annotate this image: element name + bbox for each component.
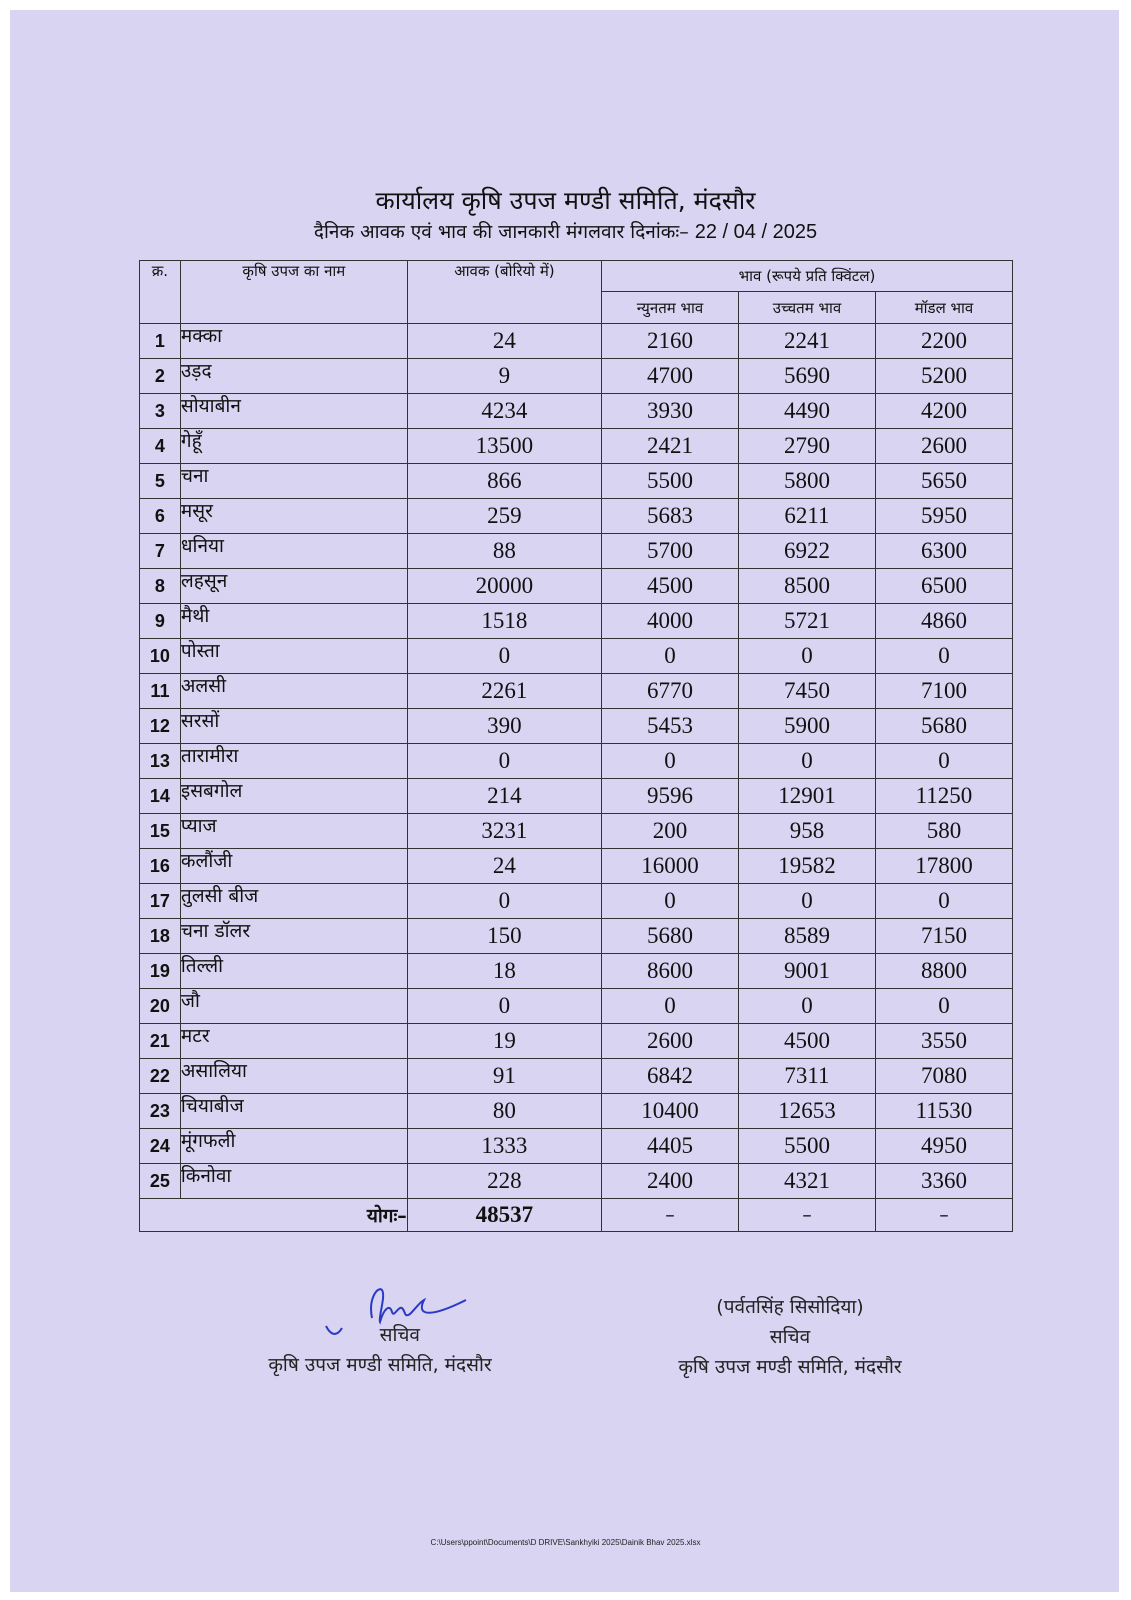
min-price: 9596 <box>602 779 739 814</box>
max-price: 4490 <box>739 394 876 429</box>
max-price: 2790 <box>739 429 876 464</box>
modal-price: 3360 <box>875 1164 1012 1199</box>
table-row <box>140 1059 1013 1094</box>
signature-block-right <box>640 1292 940 1382</box>
max-price: 2241 <box>739 324 876 359</box>
table-row <box>140 744 1013 779</box>
crop-name: अलसी <box>180 674 407 709</box>
arrival: 1518 <box>407 604 601 639</box>
signature-right-org: कृषि उपज मण्डी समिति, मंदसौर <box>678 1356 902 1378</box>
min-price: 3930 <box>602 394 739 429</box>
arrival: 0 <box>407 639 601 674</box>
arrival: 24 <box>407 324 601 359</box>
arrival: 0 <box>407 884 601 919</box>
table-row <box>140 989 1013 1024</box>
header-crop-name: कृषि उपज का नाम <box>180 261 407 324</box>
row-sr: 9 <box>140 604 181 639</box>
table-row <box>140 919 1013 954</box>
min-price: 16000 <box>602 849 739 884</box>
crop-name: किनोवा <box>180 1164 407 1199</box>
min-price: 6842 <box>602 1059 739 1094</box>
modal-price: 0 <box>875 989 1012 1024</box>
max-price: 7311 <box>739 1059 876 1094</box>
min-price: 4405 <box>602 1129 739 1164</box>
header-min-price: न्युनतम भाव <box>602 292 739 324</box>
table-row <box>140 814 1013 849</box>
max-price: 0 <box>739 639 876 674</box>
modal-price: 5950 <box>875 499 1012 534</box>
table-row <box>140 849 1013 884</box>
report-subtitle <box>0 218 1131 246</box>
table-row <box>140 1164 1013 1199</box>
min-price: 5700 <box>602 534 739 569</box>
row-sr: 16 <box>140 849 181 884</box>
crop-name: प्याज <box>180 814 407 849</box>
signatory-name: (पर्वतसिंह सिसोदिया) <box>716 1296 864 1318</box>
min-price: 6770 <box>602 674 739 709</box>
crop-name: लहसून <box>180 569 407 604</box>
row-sr: 19 <box>140 954 181 989</box>
crop-name: सोयाबीन <box>180 394 407 429</box>
table-row <box>140 954 1013 989</box>
max-price: 0 <box>739 884 876 919</box>
subtitle-text: दैनिक आवक एवं भाव की जानकारी मंगलवार दिनांकः– <box>313 221 689 243</box>
crop-name: तुलसी बीज <box>180 884 407 919</box>
crop-name: मक्का <box>180 324 407 359</box>
arrival: 88 <box>407 534 601 569</box>
modal-price: 5650 <box>875 464 1012 499</box>
crop-name: तारामीरा <box>180 744 407 779</box>
max-price: 5800 <box>739 464 876 499</box>
max-price: 0 <box>739 989 876 1024</box>
max-price: 4321 <box>739 1164 876 1199</box>
table-row <box>140 779 1013 814</box>
min-price: 8600 <box>602 954 739 989</box>
arrival: 0 <box>407 744 601 779</box>
report-date: 22 / 04 / 2025 <box>694 221 818 243</box>
table-row <box>140 604 1013 639</box>
header-price-group: भाव (रूपये प्रति क्विंटल) <box>602 261 1013 292</box>
max-price: 12901 <box>739 779 876 814</box>
row-sr: 5 <box>140 464 181 499</box>
max-price: 0 <box>739 744 876 779</box>
crop-name: मैथी <box>180 604 407 639</box>
max-price: 5500 <box>739 1129 876 1164</box>
arrival: 13500 <box>407 429 601 464</box>
row-sr: 24 <box>140 1129 181 1164</box>
row-sr: 12 <box>140 709 181 744</box>
total-min-dash: – <box>602 1199 739 1232</box>
arrival: 4234 <box>407 394 601 429</box>
crop-name: इसबगोल <box>180 779 407 814</box>
row-sr: 23 <box>140 1094 181 1129</box>
modal-price: 6500 <box>875 569 1012 604</box>
modal-price: 2200 <box>875 324 1012 359</box>
min-price: 4500 <box>602 569 739 604</box>
signature-block-left <box>230 1280 530 1380</box>
modal-price: 4200 <box>875 394 1012 429</box>
arrival: 24 <box>407 849 601 884</box>
row-sr: 14 <box>140 779 181 814</box>
min-price: 5453 <box>602 709 739 744</box>
table-row <box>140 429 1013 464</box>
max-price: 958 <box>739 814 876 849</box>
min-price: 2400 <box>602 1164 739 1199</box>
crop-name: तिल्ली <box>180 954 407 989</box>
row-sr: 15 <box>140 814 181 849</box>
modal-price: 11530 <box>875 1094 1012 1129</box>
crop-name: कलौंजी <box>180 849 407 884</box>
arrival: 0 <box>407 989 601 1024</box>
total-label: योगः– <box>140 1199 408 1232</box>
crop-name: पोस्ता <box>180 639 407 674</box>
min-price: 2421 <box>602 429 739 464</box>
crop-name: जौ <box>180 989 407 1024</box>
table-row <box>140 394 1013 429</box>
crop-name: सरसों <box>180 709 407 744</box>
total-row <box>140 1199 1013 1232</box>
modal-price: 2600 <box>875 429 1012 464</box>
table-body <box>140 324 1013 1199</box>
table-row <box>140 359 1013 394</box>
modal-price: 7100 <box>875 674 1012 709</box>
arrival: 150 <box>407 919 601 954</box>
row-sr: 7 <box>140 534 181 569</box>
max-price: 19582 <box>739 849 876 884</box>
row-sr: 6 <box>140 499 181 534</box>
row-sr: 10 <box>140 639 181 674</box>
modal-price: 7150 <box>875 919 1012 954</box>
arrival: 2261 <box>407 674 601 709</box>
arrival: 19 <box>407 1024 601 1059</box>
modal-price: 4860 <box>875 604 1012 639</box>
arrival: 91 <box>407 1059 601 1094</box>
crop-name: मसूर <box>180 499 407 534</box>
crop-name: चना <box>180 464 407 499</box>
crop-name: चियाबीज <box>180 1094 407 1129</box>
modal-price: 8800 <box>875 954 1012 989</box>
total-max-dash: – <box>739 1199 876 1232</box>
min-price: 5500 <box>602 464 739 499</box>
modal-price: 4950 <box>875 1129 1012 1164</box>
modal-price: 0 <box>875 744 1012 779</box>
table-row <box>140 884 1013 919</box>
header-arrival: आवक (बोरियो में) <box>407 261 601 324</box>
max-price: 12653 <box>739 1094 876 1129</box>
max-price: 5900 <box>739 709 876 744</box>
modal-price: 5200 <box>875 359 1012 394</box>
arrival: 866 <box>407 464 601 499</box>
table-row <box>140 709 1013 744</box>
arrival: 9 <box>407 359 601 394</box>
crop-name: धनिया <box>180 534 407 569</box>
min-price: 10400 <box>602 1094 739 1129</box>
min-price: 4700 <box>602 359 739 394</box>
min-price: 5680 <box>602 919 739 954</box>
row-sr: 13 <box>140 744 181 779</box>
crop-name: मूंगफली <box>180 1129 407 1164</box>
row-sr: 2 <box>140 359 181 394</box>
arrival: 3231 <box>407 814 601 849</box>
arrival: 259 <box>407 499 601 534</box>
table-row <box>140 464 1013 499</box>
document-header <box>0 184 1131 246</box>
row-sr: 20 <box>140 989 181 1024</box>
table-row <box>140 324 1013 359</box>
table-row <box>140 1024 1013 1059</box>
min-price: 5683 <box>602 499 739 534</box>
max-price: 5690 <box>739 359 876 394</box>
total-arrival: 48537 <box>407 1199 601 1232</box>
modal-price: 5680 <box>875 709 1012 744</box>
arrival: 18 <box>407 954 601 989</box>
table-row <box>140 1094 1013 1129</box>
row-sr: 22 <box>140 1059 181 1094</box>
min-price: 0 <box>602 639 739 674</box>
table-row <box>140 1129 1013 1164</box>
row-sr: 11 <box>140 674 181 709</box>
min-price: 4000 <box>602 604 739 639</box>
max-price: 6211 <box>739 499 876 534</box>
table-row <box>140 569 1013 604</box>
row-sr: 17 <box>140 884 181 919</box>
max-price: 5721 <box>739 604 876 639</box>
header-max-price: उच्चतम भाव <box>739 292 876 324</box>
max-price: 6922 <box>739 534 876 569</box>
arrival: 1333 <box>407 1129 601 1164</box>
min-price: 2160 <box>602 324 739 359</box>
row-sr: 3 <box>140 394 181 429</box>
header-sr: क्र. <box>140 261 181 324</box>
max-price: 9001 <box>739 954 876 989</box>
row-sr: 21 <box>140 1024 181 1059</box>
row-sr: 25 <box>140 1164 181 1199</box>
arrival: 20000 <box>407 569 601 604</box>
arrival: 228 <box>407 1164 601 1199</box>
total-modal-dash: – <box>875 1199 1012 1232</box>
arrival: 80 <box>407 1094 601 1129</box>
crop-name: गेहूँ <box>180 429 407 464</box>
modal-price: 17800 <box>875 849 1012 884</box>
min-price: 0 <box>602 744 739 779</box>
signature-left-title: सचिव <box>379 1324 420 1346</box>
table-row <box>140 499 1013 534</box>
modal-price: 6300 <box>875 534 1012 569</box>
file-path-footer: C:\Users\ppoint\Documents\D DRIVE\Sankhyiki 2025\Dainik Bhav 2025.xlsx <box>430 1538 701 1547</box>
min-price: 2600 <box>602 1024 739 1059</box>
max-price: 8589 <box>739 919 876 954</box>
modal-price: 3550 <box>875 1024 1012 1059</box>
min-price: 200 <box>602 814 739 849</box>
header-modal-price: मॉडल भाव <box>875 292 1012 324</box>
crop-name: मटर <box>180 1024 407 1059</box>
modal-price: 0 <box>875 884 1012 919</box>
row-sr: 4 <box>140 429 181 464</box>
modal-price: 0 <box>875 639 1012 674</box>
table-row <box>140 674 1013 709</box>
min-price: 0 <box>602 884 739 919</box>
arrival: 214 <box>407 779 601 814</box>
row-sr: 8 <box>140 569 181 604</box>
max-price: 8500 <box>739 569 876 604</box>
table-row <box>140 639 1013 674</box>
crop-name: असालिया <box>180 1059 407 1094</box>
row-sr: 1 <box>140 324 181 359</box>
modal-price: 7080 <box>875 1059 1012 1094</box>
modal-price: 11250 <box>875 779 1012 814</box>
signature-right-title: सचिव <box>769 1326 811 1348</box>
signature-left-org: कृषि उपज मण्डी समिति, मंदसौर <box>268 1354 492 1376</box>
min-price: 0 <box>602 989 739 1024</box>
office-title: कार्यालय कृषि उपज मण्डी समिति, मंदसौर <box>375 186 756 215</box>
arrival: 390 <box>407 709 601 744</box>
mandi-rates-table <box>139 260 1013 1232</box>
crop-name: चना डॉलर <box>180 919 407 954</box>
table-row <box>140 534 1013 569</box>
row-sr: 18 <box>140 919 181 954</box>
max-price: 4500 <box>739 1024 876 1059</box>
crop-name: उड़द <box>180 359 407 394</box>
max-price: 7450 <box>739 674 876 709</box>
modal-price: 580 <box>875 814 1012 849</box>
